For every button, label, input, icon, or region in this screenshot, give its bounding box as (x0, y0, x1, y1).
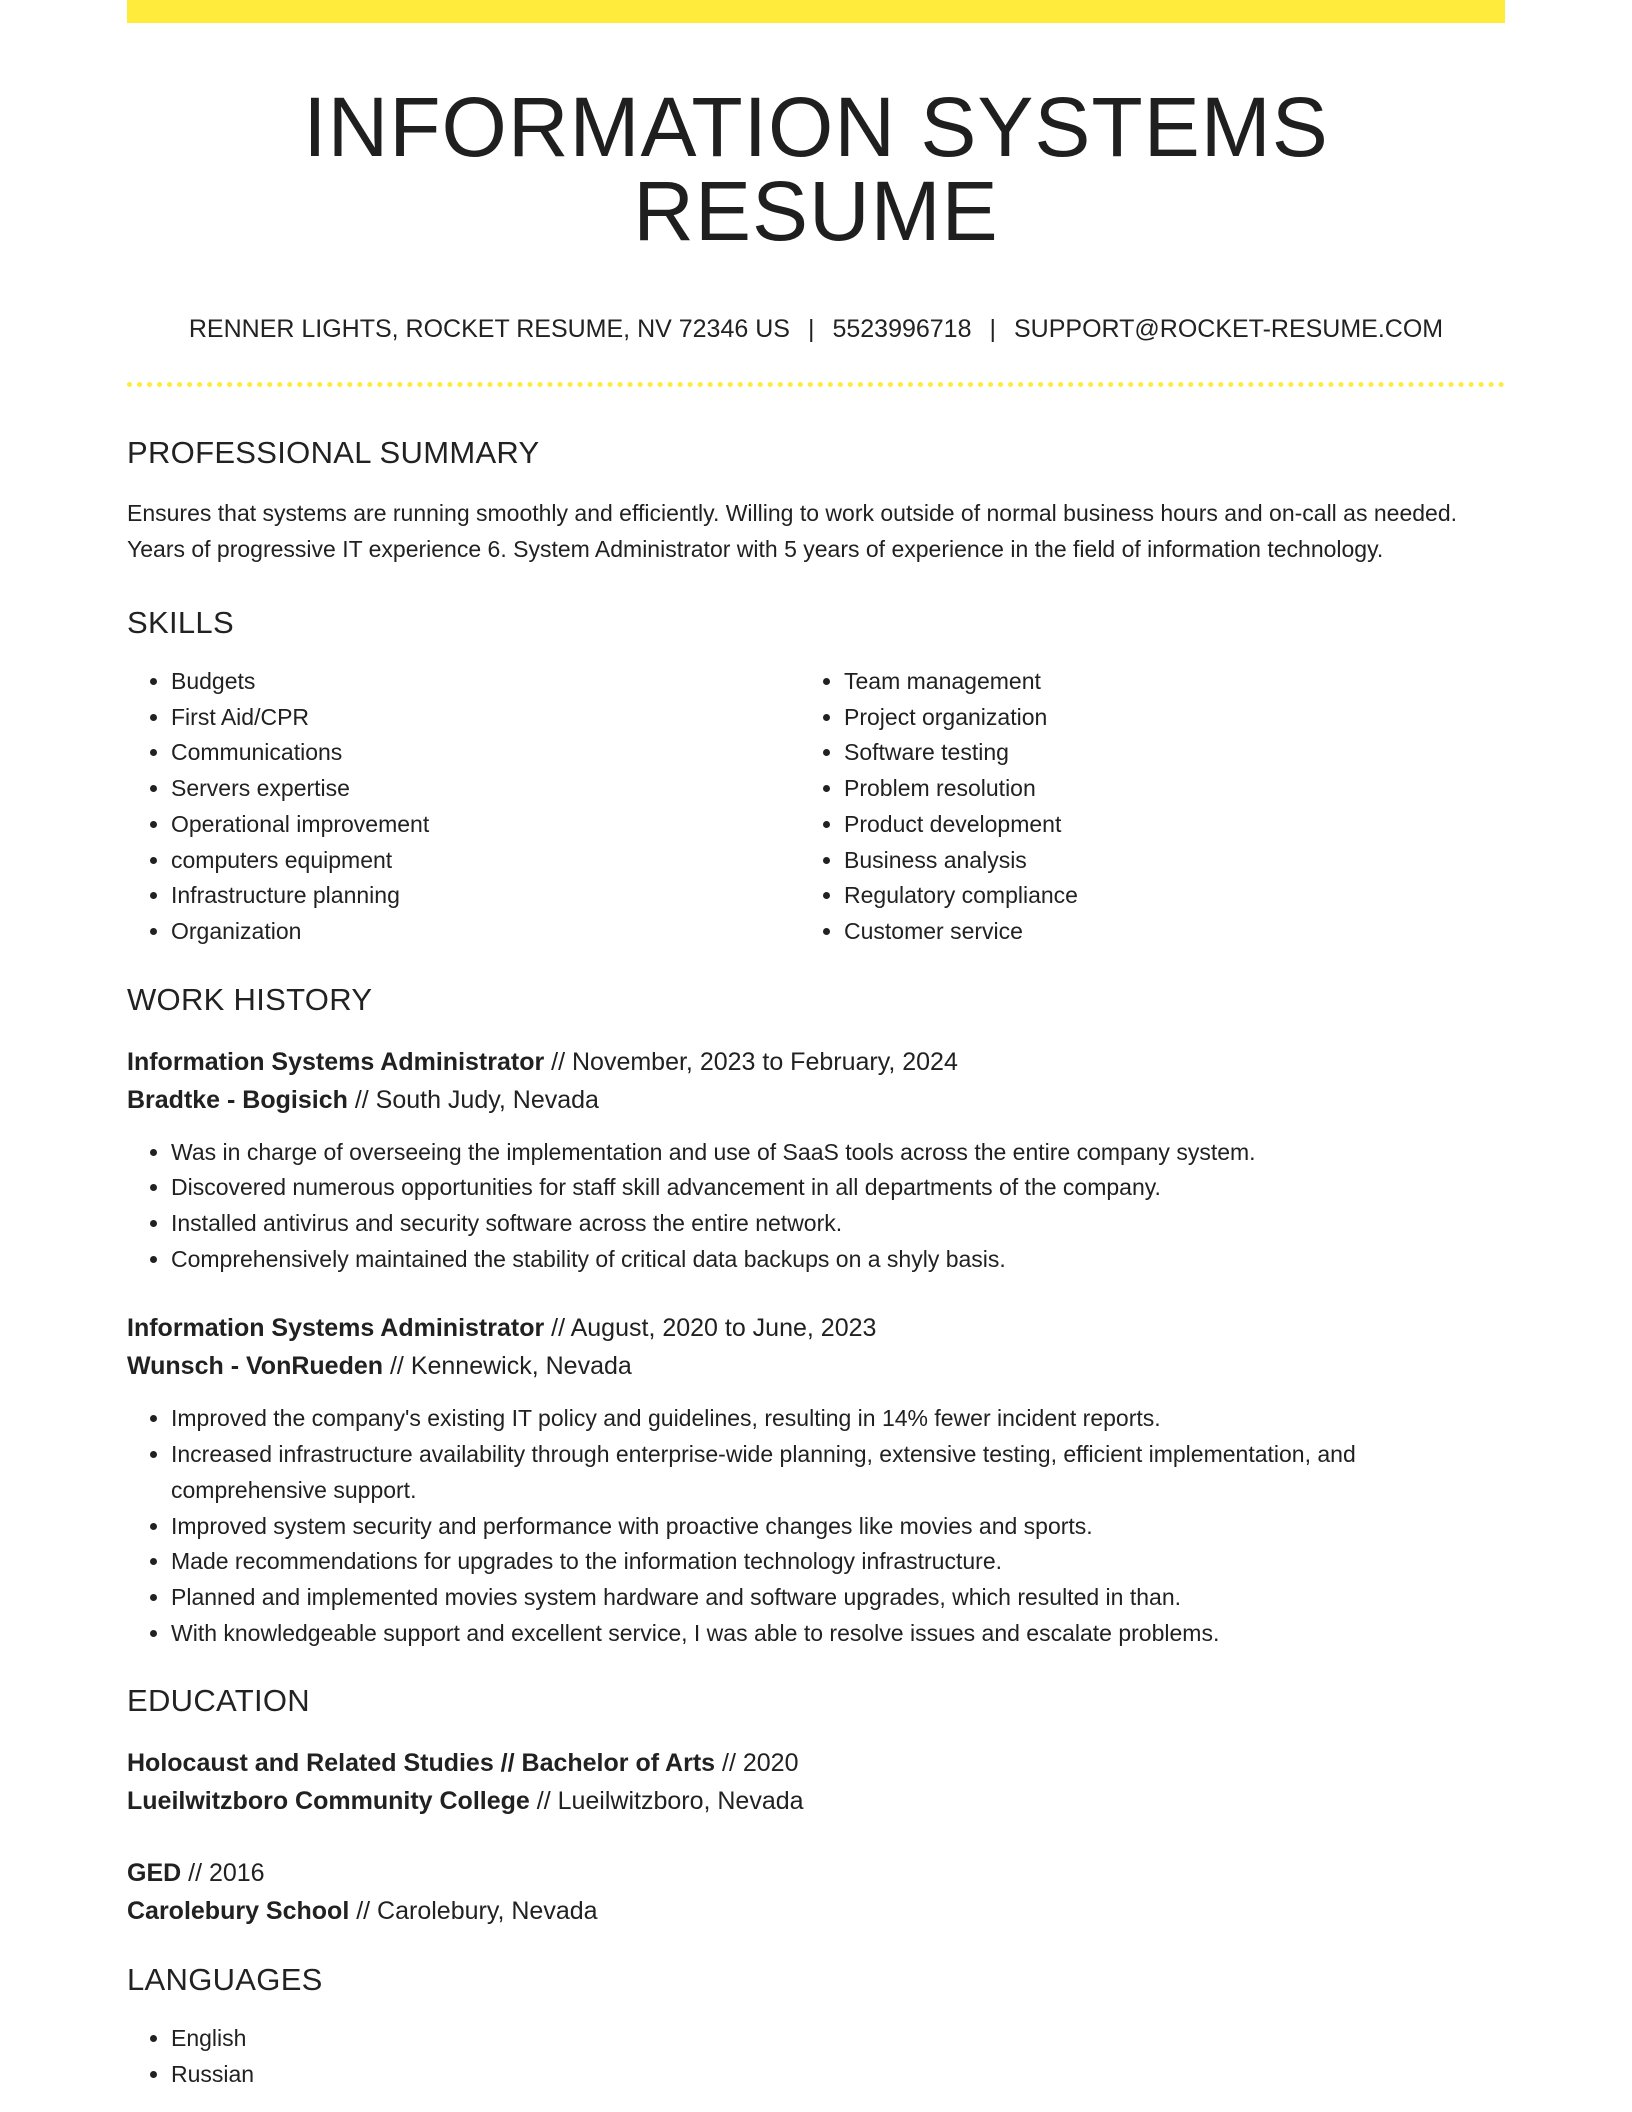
school-name: Lueilwitzboro Community College (127, 1787, 530, 1816)
skill-item: • computers equipment (171, 843, 800, 879)
contact-address: RENNER LIGHTS, ROCKET RESUME, NV 72346 US (188, 315, 790, 343)
contact-separator: | (807, 315, 815, 343)
skill-item: • Problem resolution (844, 771, 1505, 807)
contact-separator: | (989, 315, 996, 343)
education-entry (127, 1744, 1505, 1820)
skills-list-left (127, 664, 800, 950)
contact-line (127, 317, 1505, 342)
skill-item: • Organization (171, 914, 800, 950)
job-duties (127, 1135, 1505, 1278)
dotted-divider (127, 382, 1505, 387)
language-item: • English (171, 2021, 1505, 2057)
job-dates: // August, 2020 to June, 2023 (544, 1314, 877, 1343)
job-company-line (127, 1347, 1505, 1385)
work-history-heading: WORK HISTORY (127, 981, 373, 1017)
resume-title: INFORMATION SYSTEMS RESUME (303, 80, 1329, 258)
duty-item: • Comprehensively maintained the stability of critical data backups on a shyly basis. (171, 1242, 1505, 1278)
job-location: // Kennewick, Nevada (383, 1352, 632, 1381)
job-title-line (127, 1309, 1505, 1347)
job-title-line (127, 1043, 1505, 1081)
skill-item: • Customer service (844, 914, 1505, 950)
skills-heading: SKILLS (127, 605, 234, 640)
degree-name: Holocaust and Related Studies // Bachelor of Arts (127, 1749, 716, 1778)
skill-item: • Regulatory compliance (844, 878, 1505, 914)
skill-item: • First Aid/CPR (171, 700, 800, 736)
job-location: // South Judy, Nevada (347, 1085, 599, 1114)
skill-item: • Communications (171, 735, 800, 771)
degree-year: // 2020 (715, 1749, 799, 1778)
job-title: Information Systems Administrator (127, 1314, 545, 1343)
duty-item: • Discovered numerous opportunities for staff skill advancement in all departments of the company. (171, 1170, 1505, 1206)
duty-item: • Increased infrastructure availability through enterprise-wide planning, extensive testing, efficient implementation, and comprehensive support. (171, 1437, 1505, 1508)
duty-item: • Made recommendations for upgrades to the information technology infrastructure. (171, 1544, 1505, 1580)
school-line (127, 1782, 1505, 1820)
contact-phone: 5523996718 (832, 315, 972, 343)
language-item: • Russian (171, 2057, 1505, 2093)
skill-item: • Budgets (171, 664, 800, 700)
duty-item: • Improved the company's existing IT policy and guidelines, resulting in 14% fewer incident reports. (171, 1401, 1505, 1437)
job-entry (127, 1043, 1505, 1278)
duty-item: • Planned and implemented movies system hardware and software upgrades, which resulted in than. (171, 1580, 1505, 1616)
school-location: // Carolebury, Nevada (349, 1897, 598, 1926)
skills-grid (127, 664, 1505, 950)
languages-heading: LANGUAGES (127, 1962, 323, 1998)
skill-item: • Business analysis (844, 843, 1505, 879)
school-location: // Lueilwitzboro, Nevada (529, 1787, 804, 1816)
summary-heading: PROFESSIONAL SUMMARY (127, 435, 540, 470)
job-dates: // November, 2023 to February, 2024 (544, 1047, 958, 1076)
school-line (127, 1892, 1505, 1930)
skill-item: • Project organization (844, 700, 1505, 736)
duty-item: • With knowledgeable support and excellent service, I was able to resolve issues and escalate problems. (171, 1616, 1505, 1652)
job-company: Wunsch - VonRueden (127, 1352, 384, 1381)
job-title: Information Systems Administrator (127, 1047, 545, 1076)
skills-list-right (800, 664, 1505, 950)
degree-name: GED (127, 1859, 182, 1888)
job-entry (127, 1309, 1505, 1651)
accent-bar (127, 0, 1505, 23)
school-name: Carolebury School (127, 1897, 350, 1926)
job-duties (127, 1401, 1505, 1651)
skill-item: • Product development (844, 807, 1505, 843)
skill-item: • Servers expertise (171, 771, 800, 807)
degree-line (127, 1744, 1505, 1782)
summary-text: Ensures that systems are running smoothly and efficiently. Willing to work outside of normal business hours and on-call as needed. Years of progressive IT experience 6. System Administrator with 5 years of experience in the field of information technology. (127, 500, 1458, 562)
duty-item: • Installed antivirus and security software across the entire network. (171, 1206, 1505, 1242)
education-entry (127, 1854, 1505, 1930)
skill-item: • Software testing (844, 735, 1505, 771)
contact-email: SUPPORT@ROCKET-RESUME.COM (1014, 315, 1444, 343)
skill-item: • Infrastructure planning (171, 878, 800, 914)
duty-item: • Was in charge of overseeing the implementation and use of SaaS tools across the entire company system. (171, 1135, 1505, 1171)
job-company-line (127, 1081, 1505, 1119)
degree-line (127, 1854, 1505, 1892)
job-company: Bradtke - Bogisich (127, 1085, 348, 1114)
languages-list (127, 2021, 1505, 2092)
education-heading: EDUCATION (127, 1683, 310, 1719)
degree-year: // 2016 (181, 1859, 265, 1888)
duty-item: • Improved system security and performance with proactive changes like movies and sports. (171, 1509, 1505, 1545)
skill-item: • Operational improvement (171, 807, 800, 843)
skill-item: • Team management (844, 664, 1505, 700)
